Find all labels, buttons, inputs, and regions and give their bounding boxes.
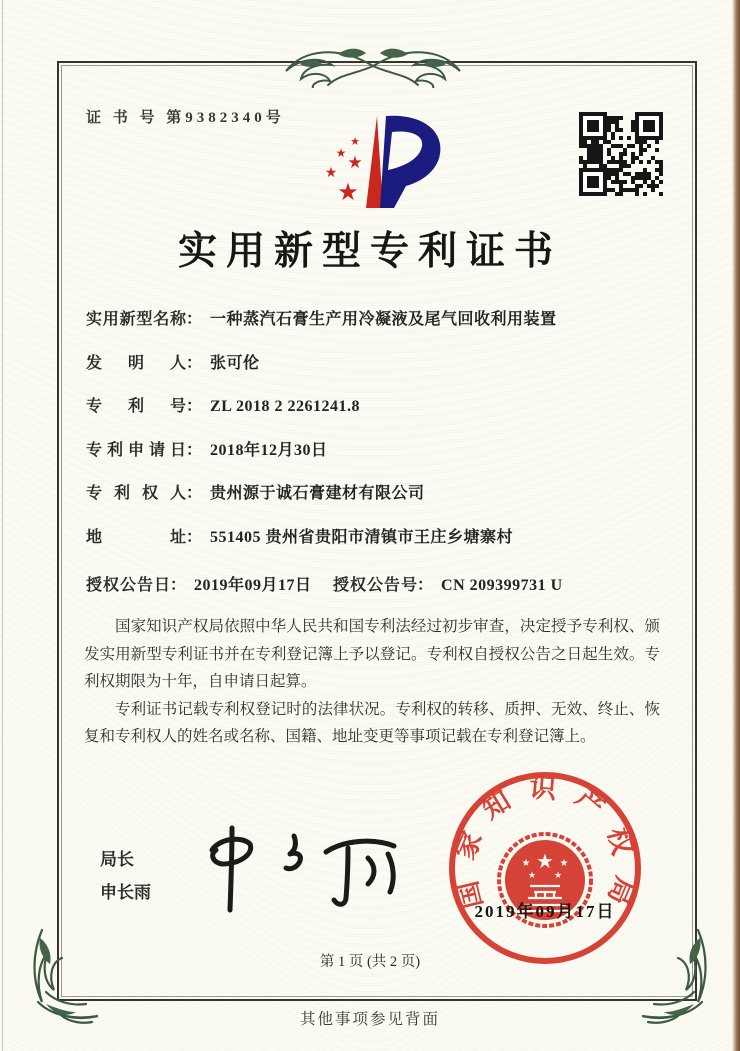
svg-text:★: ★ — [347, 153, 363, 172]
grant-number-value: CN 209399731 U — [441, 577, 563, 594]
field-colon: ： — [186, 441, 203, 459]
field-colon: ： — [186, 485, 203, 502]
field-label: 专利权人 — [86, 485, 186, 502]
grant-number-label: 授权公告号 — [333, 577, 417, 594]
grant-number-cell — [333, 572, 563, 595]
field-value: 2018年12月30日 — [210, 441, 328, 459]
svg-text:★: ★ — [324, 166, 338, 181]
field-colon: ： — [417, 577, 434, 594]
field-value: 551405 贵州省贵阳市清镇市王庄乡塘寨村 — [210, 528, 514, 546]
qr-code — [579, 112, 663, 196]
field-label: 实用新型名称 — [86, 311, 186, 328]
svg-text:★: ★ — [350, 136, 360, 148]
field-value: 贵州源于诚石膏建材有限公司 — [210, 485, 425, 502]
svg-text:★: ★ — [559, 858, 569, 869]
legal-text — [84, 613, 660, 751]
seal-date: 2019年09月17日 — [474, 902, 616, 921]
field-label: 发明人 — [86, 354, 186, 372]
certificate-title: 实用新型专利证书 — [177, 230, 562, 273]
field-utility-model-name — [86, 306, 666, 350]
svg-text:★: ★ — [536, 851, 554, 873]
cnipa-official-seal — [440, 768, 650, 968]
field-patent-number — [86, 393, 666, 437]
field-value: 张可伦 — [210, 354, 260, 372]
field-patentee — [86, 480, 666, 524]
grant-row — [86, 572, 666, 595]
legal-paragraph-1: 国家知识产权局依照中华人民共和国专利法经过初步审查，决定授予专利权、颁发实用新型专利证书并在专利登记簿上予以登记。专利权自授权公告之日起生效。专利权期限为十年，自申请日起算。 — [84, 618, 660, 690]
scan-edge-right — [732, 0, 740, 1051]
grant-date-cell — [86, 577, 312, 594]
certificate-number: 证 书 号 第9382340号 — [86, 110, 285, 126]
svg-text:★: ★ — [553, 870, 563, 880]
scan-edge-left — [2, 0, 3, 1051]
field-colon: ： — [186, 311, 203, 328]
svg-text:★: ★ — [521, 858, 531, 869]
field-colon: ： — [186, 398, 203, 415]
field-label: 地址 — [86, 528, 186, 546]
cnipa-logo-icon — [298, 108, 462, 216]
field-value: 一种蒸汽石膏生产用冷凝液及尾气回收利用装置 — [210, 311, 557, 328]
field-colon: ： — [170, 577, 187, 594]
field-label: 专利申请日 — [86, 441, 186, 459]
svg-text:★: ★ — [335, 146, 347, 160]
back-side-note: 其他事项参见背面 — [299, 1011, 440, 1028]
signature-script-icon — [198, 818, 408, 918]
grant-date-label: 授权公告日 — [86, 577, 170, 594]
certificate-fields — [86, 306, 666, 567]
field-filing-date — [86, 437, 666, 481]
page-number: 第 1 页 (共 2 页) — [319, 954, 421, 970]
legal-paragraph-2: 专利证书记载专利权登记时的法律状况。专利权的转移、质押、无效、终止、恢复和专利权人的姓名或名称、国籍、地址变更等事项记载在专利登记簿上。 — [84, 700, 660, 745]
signer-title: 局长 — [100, 850, 134, 869]
svg-text:★: ★ — [337, 180, 359, 206]
seal-ring-text: 国家知识产权局 — [448, 772, 642, 925]
signer-name: 申长雨 — [100, 883, 151, 902]
field-value: ZL 2018 2 2261241.8 — [210, 398, 360, 415]
field-colon: ： — [186, 528, 203, 546]
field-colon: ： — [186, 354, 203, 372]
svg-text:★: ★ — [527, 870, 537, 880]
field-address — [86, 524, 666, 568]
field-label: 专利号 — [86, 398, 186, 415]
grant-date-value: 2019年09月17日 — [194, 577, 312, 594]
field-inventor — [86, 350, 666, 394]
